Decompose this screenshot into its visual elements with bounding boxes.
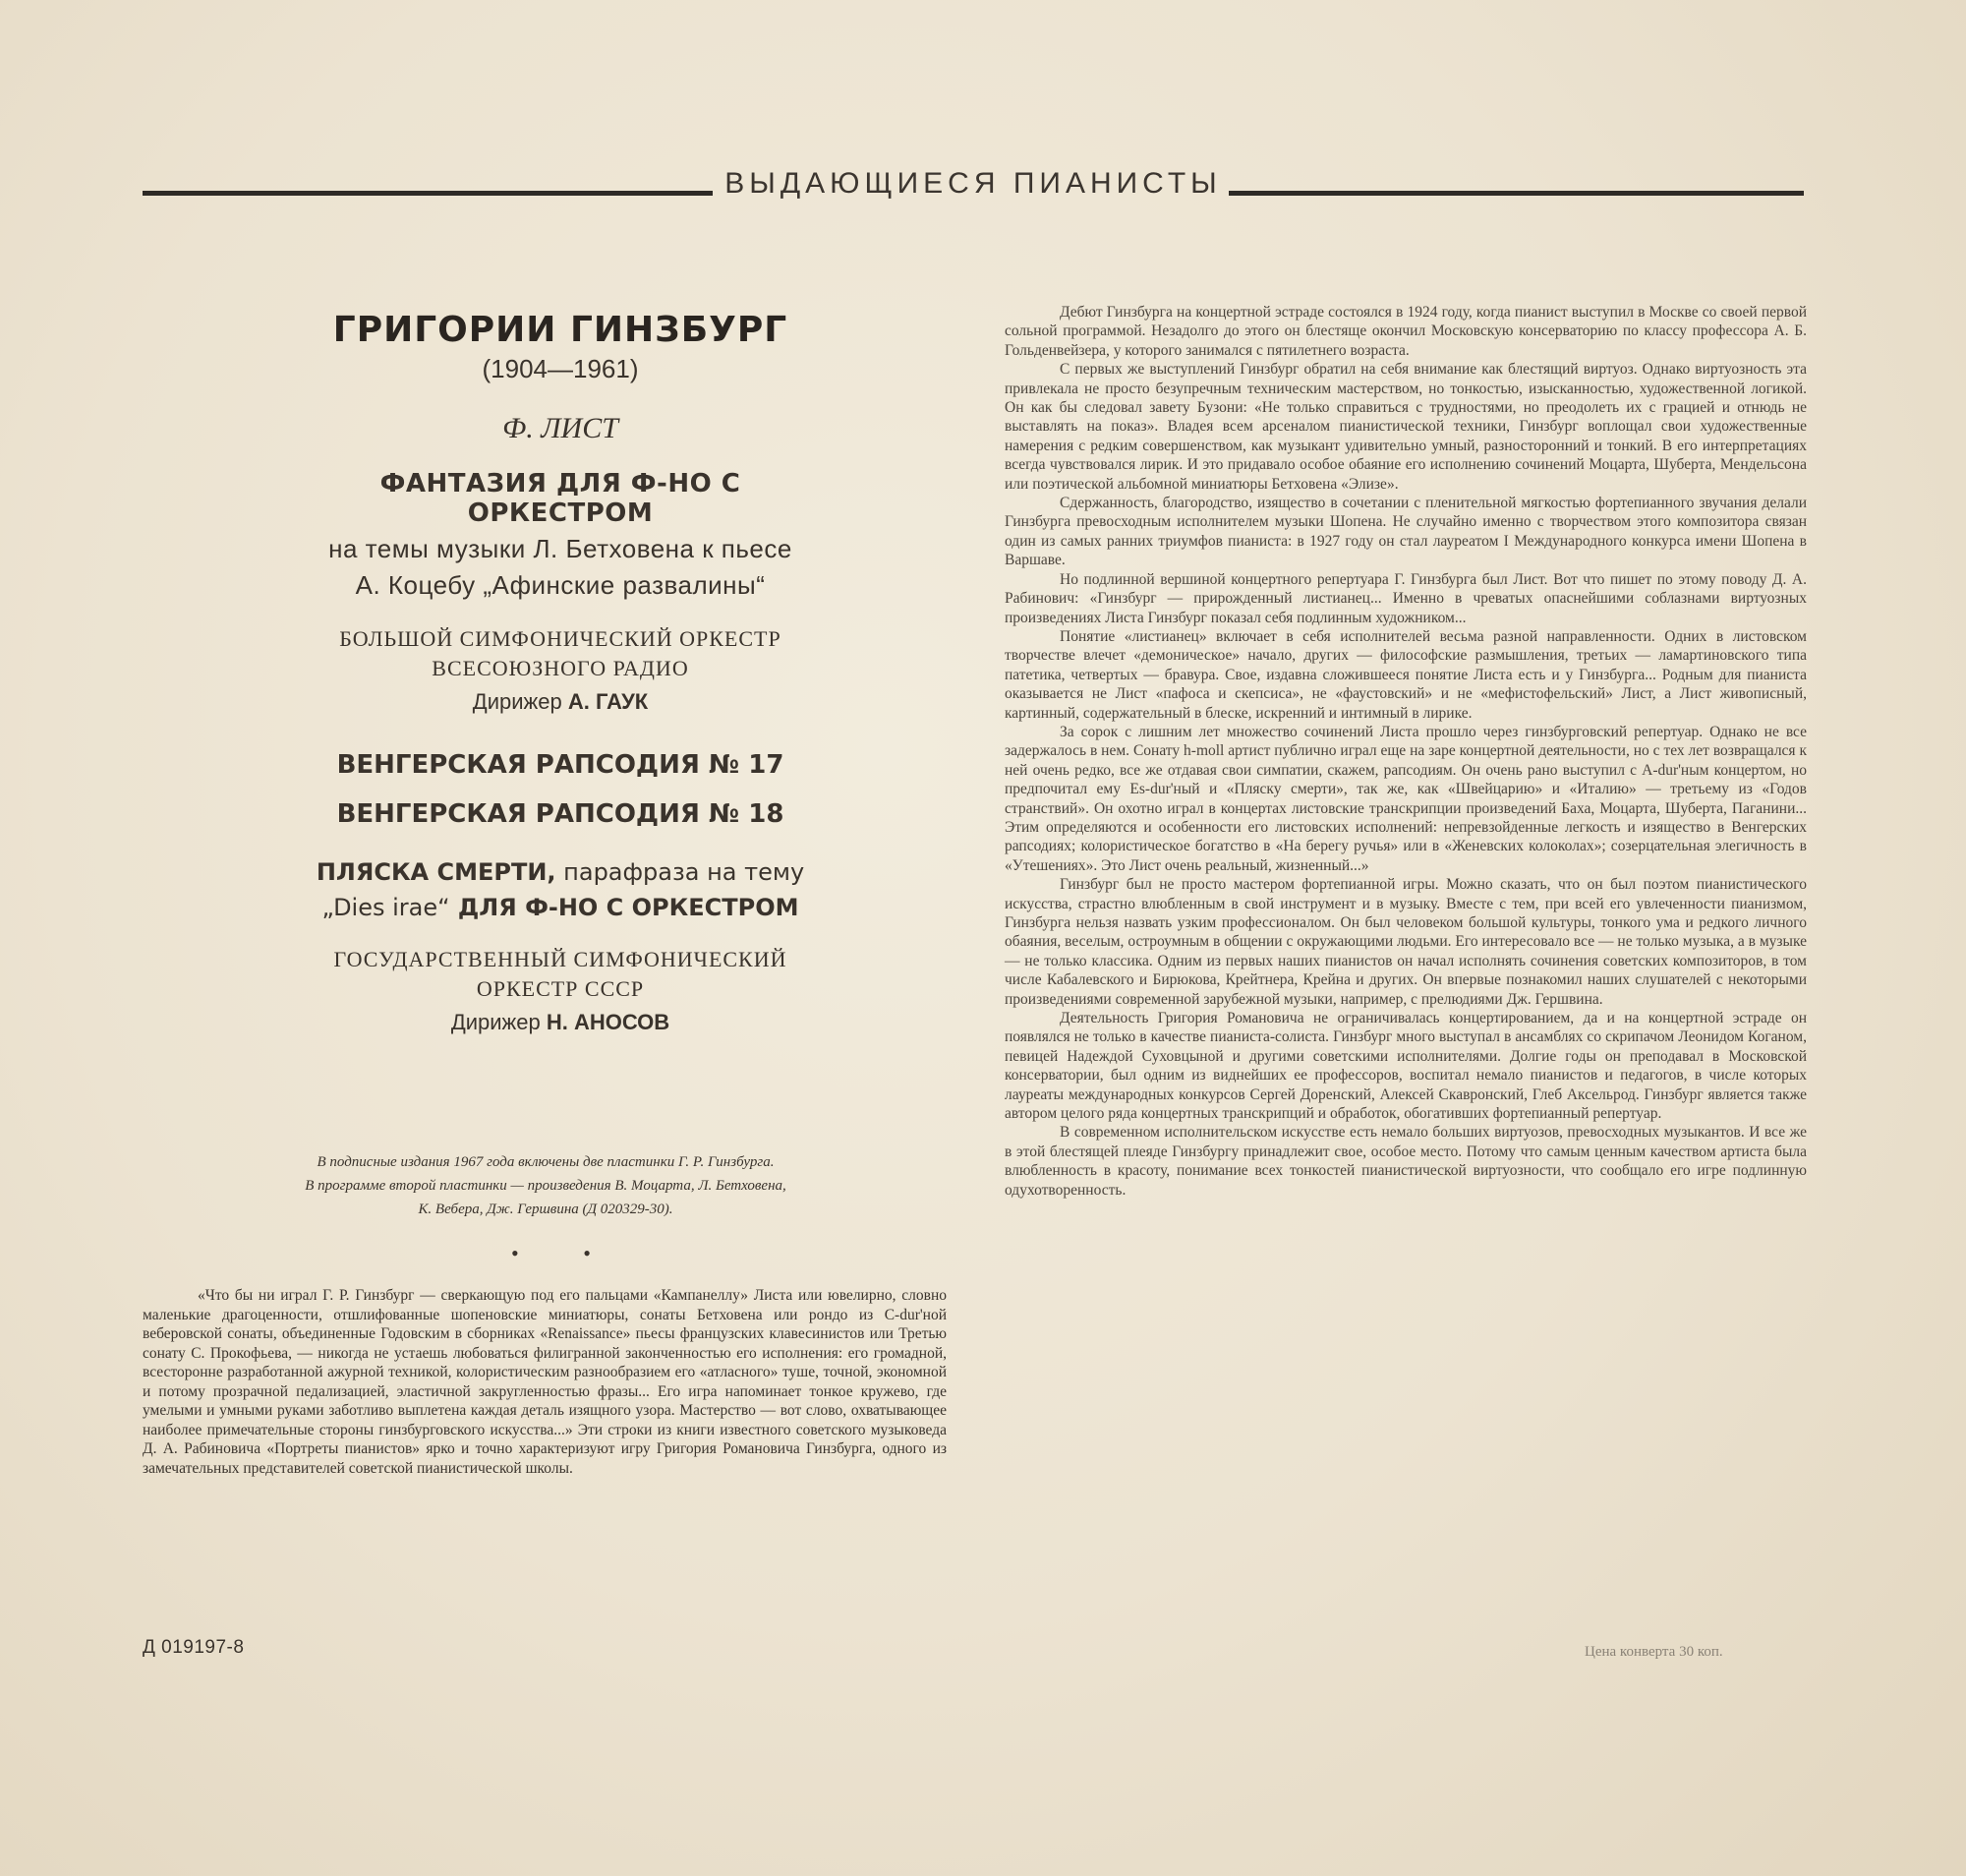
dance-theme: „Dies irae“ (321, 894, 450, 921)
header-rule-right (1229, 191, 1804, 196)
conductor2-name: Н. АНОСОВ (546, 1010, 670, 1034)
rhapsody-17-title: ВЕНГЕРСКАЯ РАПСОДИЯ № 17 (336, 750, 784, 780)
conductor2-label: Дирижер (450, 1010, 541, 1034)
bio-paragraph-8: Деятельность Григория Романовича не ограничивалась концертированием, да и на концертной эстраде он появлялся не только в качестве пианиста-солиста. Гинзбург много выступал в ансамблях со скрипачом Леонидом Коганом, певицей Надеждой Суховцыной и другими советскими исполнителями. Долгие годы он преподавал в Московской консерватории, был одним из виднейших ее профессоров, воспитал немало пианистов и педагогов, в числе которых лауреаты международных конкурсов Сергей Доренский, Алексей Скавронский, Глеб Аксельрод. Гинзбург является также автором целого ряда концертных транскрипций и обработок, обогативших фортепианный репертуар. (1005, 1010, 1807, 1123)
bio-paragraph-2: С первых же выступлений Гинзбург обратил на себя внимание как блестящий виртуоз. Однако виртуозность эта привлекала не просто безупречным техническим мастерством, но тонкостью, изысканностью, художественной логикой. Он как бы следовал завету Бузони: «Не только справиться с трудностями, но преодолеть их с грацией и отнюдь не выставлять на показ». Владея всем арсеналом пианистической техники, Гинзбург воплощал свои художественные намерения с редким совершенством, как музыкант удивительно умный, разносторонний и тонкий. В его интерпретациях всегда чувствовался лирик. И это придавало особое обаяние его исполнению сочинений Моцарта, Шуберта, Мендельсона или поэтической альбомной миниатюры Бетховена «Элизе». (1005, 361, 1807, 493)
orchestra2-line2: ОРКЕСТР СССР (476, 976, 645, 1001)
orchestra1 (285, 624, 836, 683)
bio-paragraph-1: Дебют Гинзбурга на концертной эстраде состоялся в 1924 году, когда пианист выступил в Москве со своей первой сольной программой. Незадолго до этого он блестяще окончил Московскую консерваторию по классу профессора А. Б. Гольденвейзера, у которого занимался с пятилетнего возраста. (1005, 304, 1807, 359)
dance-of-death-line1 (285, 858, 836, 886)
orchestra2-line1: ГОСУДАРСТВЕННЫЙ СИМФОНИЧЕСКИЙ (333, 947, 787, 971)
artist-years: (1904—1961) (482, 354, 639, 383)
separator-dots: • • (511, 1241, 620, 1265)
header-rule-left (143, 191, 713, 196)
conductor2 (285, 1010, 836, 1035)
catalog-number: Д 019197-8 (143, 1637, 245, 1658)
bio-paragraph-6: За сорок с лишним лет множество сочинений Листа прошло через гинзбурговский репертуар. Однако не все задержалось в нем. Сонату h-moll артист публично играл еще на заре концертной деятельности, но с тех лет возвращался к ней очень редко, все же отдавая свои симпатии, скажем, рапсодиям. Он очень рано выступил с A-dur'ным концертом, но предпочитал ему Es-dur'ный и «Пляску смерти», так же, как «Швейцарию» и «Италию» — третьему из «Годов странствий». Он охотно играл в концертах листовские транскрипции произведений Баха, Моцарта, Шуберта, Паганини... Этим определяются и особенности его листовских исполнений: непревзойденные легкость и изящество в Венгерских рапсодиях; колористическое богатство в «На берегу ручья» или в «Женевских колоколах»; созерцательная элегичность в «Утешениях». Это Лист очень реальный, жизненный...» (1005, 723, 1807, 874)
orchestra1-line1: БОЛЬШОЙ СИМФОНИЧЕСКИЙ ОРКЕСТР (339, 626, 781, 651)
work1-title: ФАНТАЗИЯ ДЛЯ Ф-НО С ОРКЕСТРОМ (379, 469, 741, 528)
note-line-3: К. Вебера, Дж. Гершвина (Д 020329-30). (418, 1202, 673, 1217)
note-line-1: В подписные издания 1967 года включены две пластинки Г. Р. Гинзбурга. (317, 1154, 775, 1170)
biography-column (1005, 303, 1807, 1200)
orchestra2 (285, 945, 836, 1004)
bio-paragraph-5: Понятие «листианец» включает в себя исполнителей весьма разной направленности. Одних в листовском творчестве влечет «демоническое» начало, других — философские размышления, третьих — ламартиновского типа патетика, четвертых — бравура. Свое, издавна сложившееся понятие Листа есть и у Гинзбурга... Родным для пианиста оказывается не Лист «пафоса и скепсиса», не «фаустовский» и не «мефистофельский» Лист, а Лист живописный, картинный, содержательный в блеске, искренний и интимный в лирике. (1005, 627, 1807, 722)
bio-paragraph-7: Гинзбург был не просто мастером фортепианной игры. Можно сказать, что он был поэтом пианистического искусства, страстно влюбленным в свой инструмент и в музыку. Вместе с тем, при всей его увлеченности пианизмом, Гинзбурга нельзя назвать узким профессионалом. Он был человеком большой культуры, тонкого ума и редкого личного обаяния, веселым, остроумным в общении с окружающими людьми. Его интересовало все — не только музыка, а в музыке — не только классика. Одним из первых наших пианистов он начал исполнять сочинения советских композиторов, в том числе Кабалевского и Бирюкова, Крейтнера, Крейна и других. Он впервые познакомил наших слушателей с некоторыми произведениями современной зарубежной музыки, например, с прелюдиями Дж. Гершвина. (1005, 876, 1807, 1008)
rhapsody-18-title: ВЕНГЕРСКАЯ РАПСОДИЯ № 18 (336, 799, 784, 829)
composer-name: Ф. ЛИСТ (502, 412, 618, 444)
conductor1-label: Дирижер (472, 689, 562, 714)
bio-paragraph-9: В современном исполнительском искусстве есть немало больших виртуозов, превосходных музыкантов. И все же в этой блестящей плеяде Гинзбургу принадлежит свое, особое место. Потому что самым ценным качеством артиста была влюбленность в красоту, понимание всех тонкостей пианистической виртуозности, что сообщало его игре подлинную одухотворенность. (1005, 1124, 1807, 1199)
conductor1-name: А. ГАУК (567, 689, 649, 714)
program-column (285, 310, 836, 1035)
dance-title: ПЛЯСКА СМЕРТИ, (316, 858, 556, 886)
dance-with-orchestra: ДЛЯ Ф-НО С ОРКЕСТРОМ (449, 894, 799, 921)
conductor1 (285, 689, 836, 715)
orchestra1-line2: ВСЕСОЮЗНОГО РАДИО (432, 656, 689, 680)
series-title: ВЫДАЮЩИЕСЯ ПИАНИСТЫ (724, 167, 1222, 200)
subscription-note (202, 1150, 890, 1221)
quote-paragraph: «Что бы ни играл Г. Р. Гинзбург — сверкающую под его пальцами «Кампанеллу» Листа или ювелирно, словно маленькие драгоценности, отшлифованные шопеновские миниатюры, сонаты Бетховена или рондо из C-dur'ной веберовской сонаты, объединенные Годовским в сборниках «Renaissance» пьесы французских клавесинистов или Третью сонату С. Прокофьева, — никогда не устаешь любоваться филигранной законченностью его исполнения: его громадной, всесторонне разработанной ажурной техникой, колористическим разнообразием его «атласного» туше, точной, экономной и потому прозрачной педализацией, эластичной закругленностью фразы... Его игра напоминает тонкое кружево, где умелыми и умными руками заботливо выплетена каждая деталь изящного узора. Мастерство — вот слово, охватывающее наиболее примечательные стороны гинзбурговского искусства...» Эти строки из книги известного советского музыковеда Д. А. Рабиновича «Портреты пианистов» ярко и точно характеризуют игру Григория Романовича Гинзбурга, одного из замечательных представителей советской пианистической школы. (143, 1287, 947, 1477)
work1-subtitle-2: А. Коцебу „Афинские развалины“ (355, 570, 766, 600)
dance-paraphrase: парафраза на тему (555, 858, 805, 886)
dance-of-death-line2 (285, 894, 836, 921)
bio-paragraph-3: Сдержанность, благородство, изящество в сочетании с пленительной мягкостью фортепианного звучания делали Гинзбурга превосходным исполнителем музыки Шопена. Не случайно именно с творчеством этого композитора связан один из самых ранних триумфов пианиста: в 1927 году он стал лауреатом I Международного конкурса имени Шопена в Варшаве. (1005, 495, 1807, 569)
note-line-2: В программе второй пластинки — произведения В. Моцарта, Л. Бетховена, (305, 1178, 786, 1194)
price-label: Цена конверта 30 коп. (1585, 1644, 1723, 1660)
bio-paragraph-4: Но подлинной вершиной концертного репертуара Г. Гинзбурга был Лист. Вот что пишет по этому поводу Д. А. Рабинович: «Гинзбург — прирожденный листианец... Именно в чреватых опаснейшими соблазнами виртуозных произведениях Листа Гинзбург показал себя подлинным художником... (1005, 570, 1807, 626)
series-header (143, 167, 1804, 206)
artist-name: ГРИГОРИИ ГИНЗБУРГ (332, 310, 788, 350)
work1-subtitle-1: на темы музыки Л. Бетховена к пьесе (328, 534, 792, 563)
